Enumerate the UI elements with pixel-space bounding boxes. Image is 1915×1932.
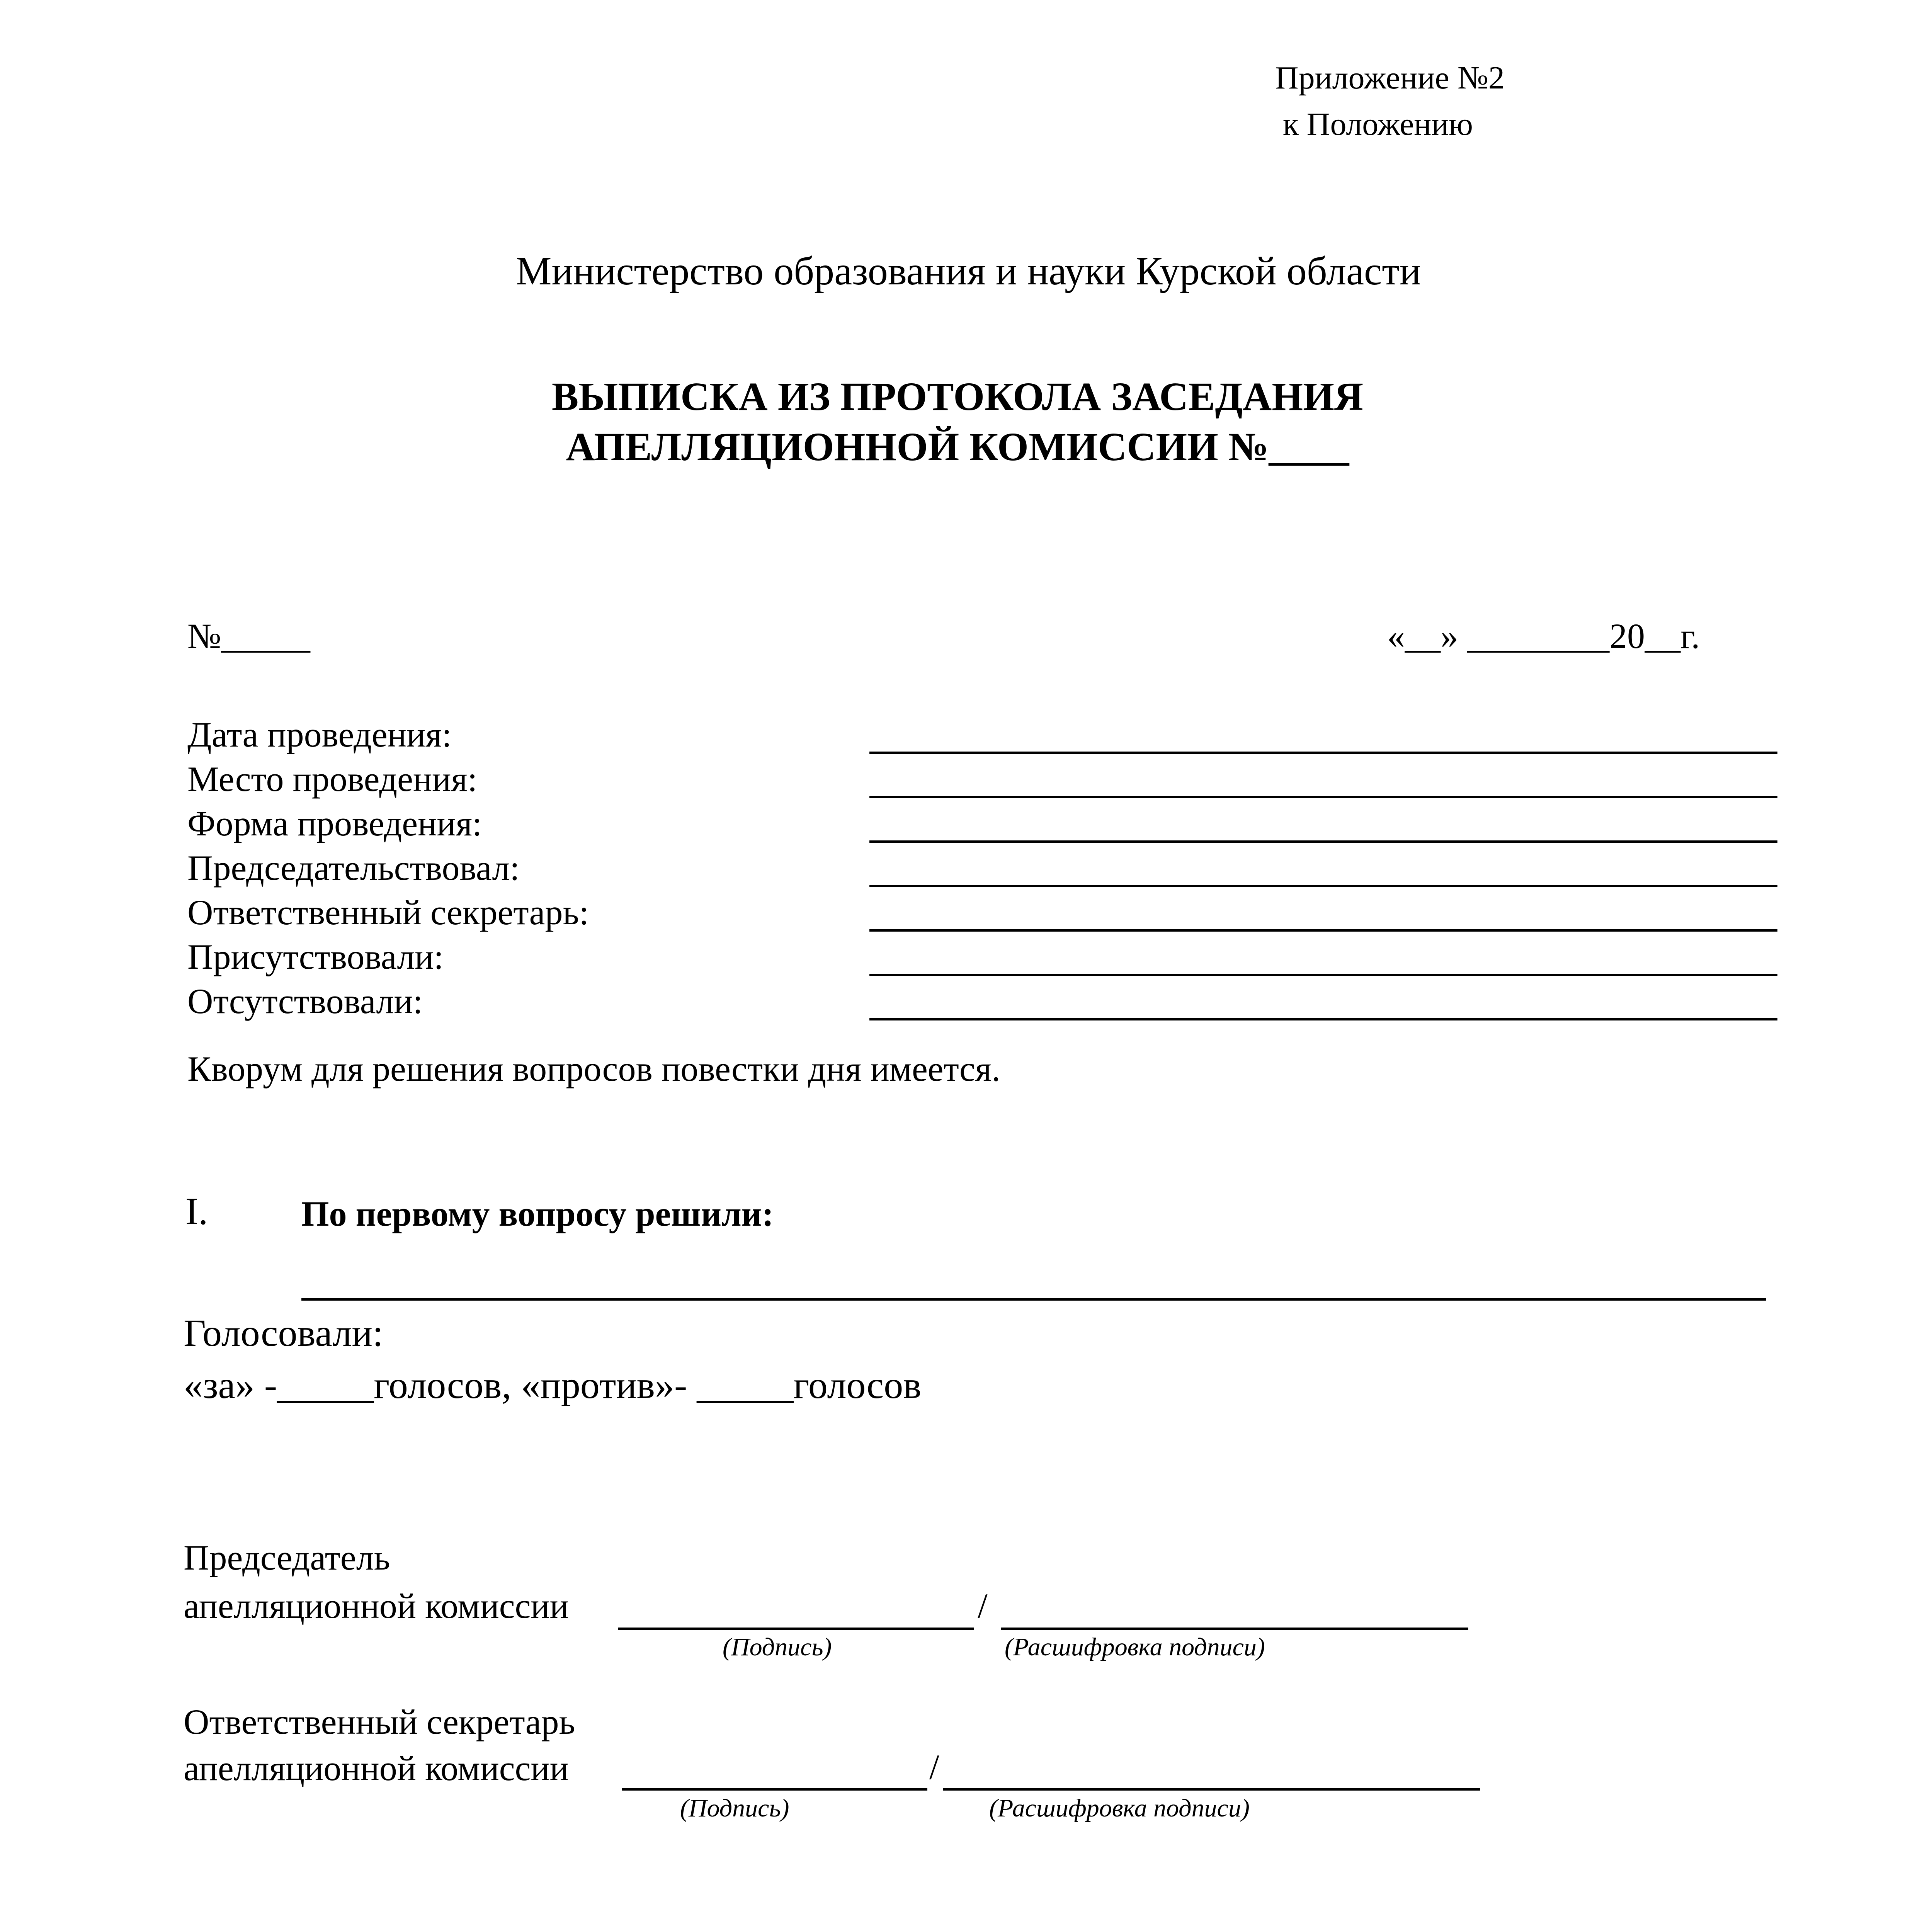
- secretary-caption-name: (Расшифровка подписи): [989, 1794, 1250, 1822]
- protocol-date: «__» ________20__г.: [1387, 616, 1700, 656]
- field-place-line[interactable]: [869, 796, 1777, 798]
- field-secretary-label: Ответственный секретарь:: [187, 893, 589, 932]
- ministry-name: Министерство образования и науки Курской области: [516, 249, 1421, 293]
- secretary-title-line-2: апелляционной комиссии: [184, 1748, 569, 1788]
- field-present-label: Присутствовали:: [187, 937, 444, 976]
- field-date-label: Дата проведения:: [187, 715, 452, 754]
- chair-name-line[interactable]: [1001, 1628, 1468, 1630]
- field-date-line[interactable]: [869, 752, 1777, 754]
- appendix-line-2: к Положению: [1283, 106, 1473, 142]
- chair-slash: /: [978, 1586, 988, 1626]
- protocol-number: №_____: [187, 616, 310, 656]
- field-form-line[interactable]: [869, 840, 1777, 843]
- section-heading: По первому вопросу решили:: [301, 1194, 774, 1233]
- secretary-caption-signature: (Подпись): [680, 1794, 789, 1822]
- field-chair-label: Председательствовал:: [187, 848, 520, 888]
- document-title-line-2: АПЕЛЛЯЦИОННОЙ КОМИССИИ №____: [566, 425, 1349, 469]
- chair-title-line-1: Председатель: [184, 1538, 390, 1577]
- chair-signature-line[interactable]: [618, 1628, 974, 1630]
- secretary-slash: /: [929, 1747, 939, 1787]
- decision-line[interactable]: [301, 1298, 1766, 1301]
- voting-label: Голосовали:: [184, 1311, 383, 1354]
- field-chair-line[interactable]: [869, 885, 1777, 887]
- field-absent-label: Отсутствовали:: [187, 981, 423, 1021]
- field-place-label: Место проведения:: [187, 759, 478, 799]
- voting-result: «за» -_____голосов, «против»- _____голосов: [184, 1364, 922, 1406]
- field-present-line[interactable]: [869, 974, 1777, 976]
- appendix-line-1: Приложение №2: [1275, 60, 1505, 96]
- secretary-title-line-1: Ответственный секретарь: [184, 1702, 575, 1742]
- document-title-line-1: ВЫПИСКА ИЗ ПРОТОКОЛА ЗАСЕДАНИЯ: [551, 374, 1364, 419]
- secretary-name-line[interactable]: [943, 1788, 1480, 1791]
- chair-caption-signature: (Подпись): [723, 1633, 832, 1661]
- secretary-signature-line[interactable]: [622, 1788, 927, 1791]
- field-secretary-line[interactable]: [869, 929, 1777, 932]
- field-form-label: Форма проведения:: [187, 804, 482, 843]
- chair-caption-name: (Расшифровка подписи): [1005, 1633, 1265, 1661]
- quorum-statement: Кворум для решения вопросов повестки дня имеется.: [187, 1049, 1001, 1088]
- chair-title-line-2: апелляционной комиссии: [184, 1586, 569, 1626]
- section-numeral: I.: [185, 1190, 208, 1233]
- field-absent-line[interactable]: [869, 1018, 1777, 1020]
